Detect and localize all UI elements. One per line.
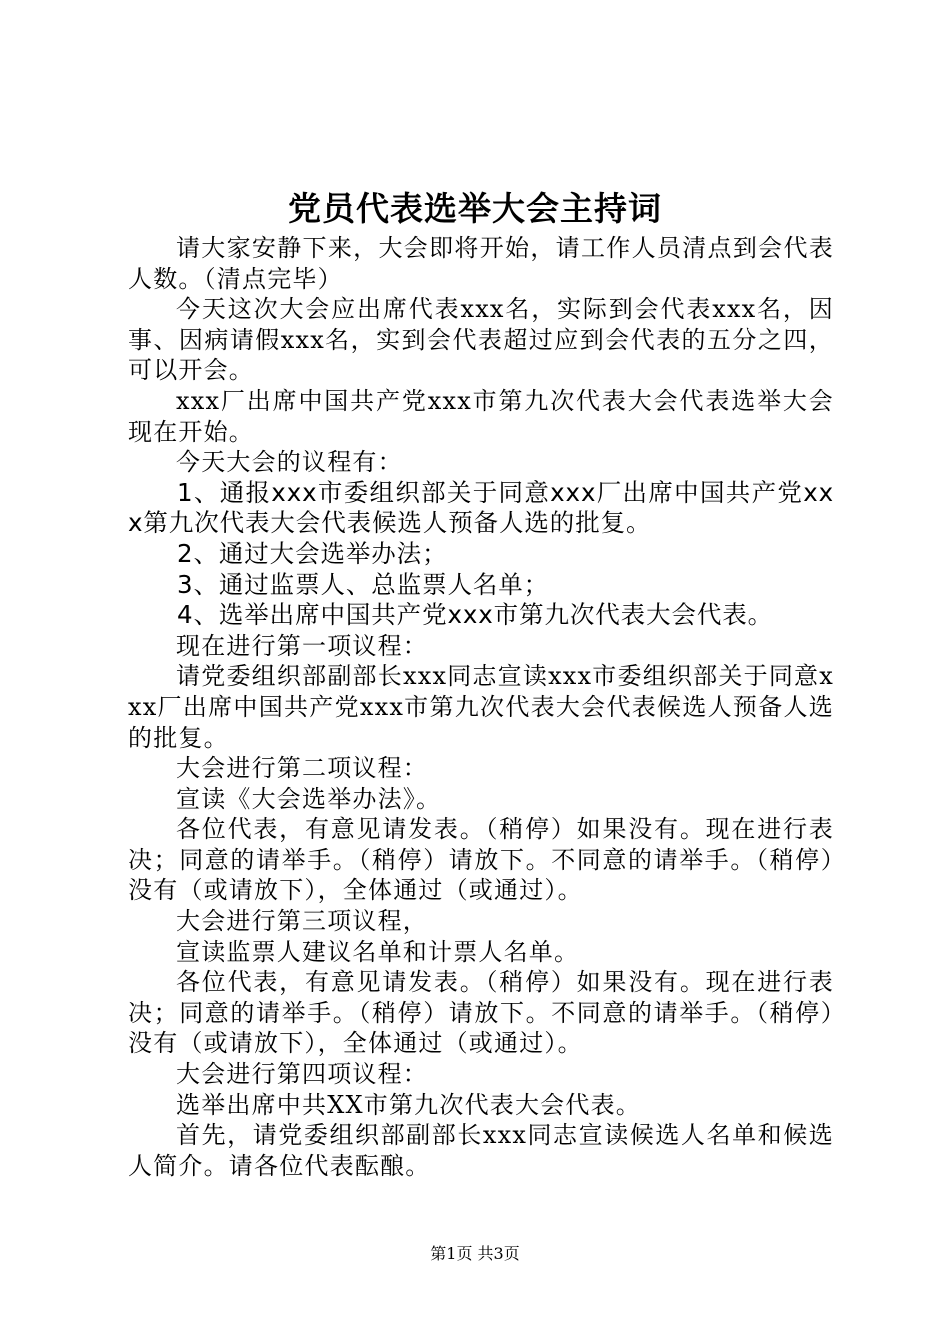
paragraph: 宣读《大会选举办法》。	[176, 784, 442, 813]
paragraph: xxx厂出席中国共产党xxx市第九次代表大会代表选举大会现在开始。	[128, 386, 834, 446]
agenda-item: 1、通报xxx市委组织部关于同意xxx厂出席中国共产党xxx第九次代表大会代表候选人预备人选的批复。	[128, 477, 834, 538]
paragraph: 请党委组织部副部长xxx同志宣读xxx市委组织部关于同意xxx厂出席中国共产党xxx市第九次代表大会代表候选人预备人选的批复。	[128, 662, 834, 752]
paragraph: 各位代表，有意见请发表。（稍停）如果没有。现在进行表决；同意的请举手。（稍停）请放下。不同意的请举手。（稍停）没有（或请放下），全体通过（或通过）。	[128, 968, 834, 1058]
paragraph: 首先，请党委组织部副部长xxx同志宣读候选人名单和候选人简介。请各位代表酝酿。	[128, 1121, 834, 1180]
paragraph: 今天这次大会应出席代表xxx名，实际到会代表xxx名，因事、因病请假xxx名，实到会代表超过应到会代表的五分之四，可以开会。	[128, 295, 834, 385]
paragraph: 选举出席中共XX市第九次代表大会代表。	[176, 1090, 641, 1119]
page-footer: 第1页 共3页	[430, 1244, 520, 1263]
document-body	[128, 233, 834, 1181]
paragraph: 宣读监票人建议名单和计票人名单。	[176, 937, 580, 966]
paragraph: 大会进行第四项议程：	[176, 1060, 428, 1089]
paragraph: 大会进行第三项议程，	[176, 907, 428, 936]
paragraph: 现在进行第一项议程：	[176, 631, 428, 660]
agenda-item: 3、通过监票人、总监票人名单；	[177, 569, 550, 599]
agenda-item: 2、通过大会选举办法；	[177, 538, 448, 568]
paragraph: 各位代表，有意见请发表。（稍停）如果没有。现在进行表决；同意的请举手。（稍停）请放下。不同意的请举手。（稍停）没有（或请放下），全体通过（或通过）。	[128, 815, 834, 905]
document-title: 党员代表选举大会主持词	[288, 189, 662, 228]
paragraph: 今天大会的议程有：	[176, 448, 403, 477]
paragraph: 大会进行第二项议程：	[176, 754, 428, 783]
paragraph: 请大家安静下来，大会即将开始，请工作人员清点到会代表人数。（清点完毕）	[128, 234, 834, 293]
agenda-item: 4、选举出席中国共产党xxx市第九次代表大会代表。	[177, 600, 774, 630]
